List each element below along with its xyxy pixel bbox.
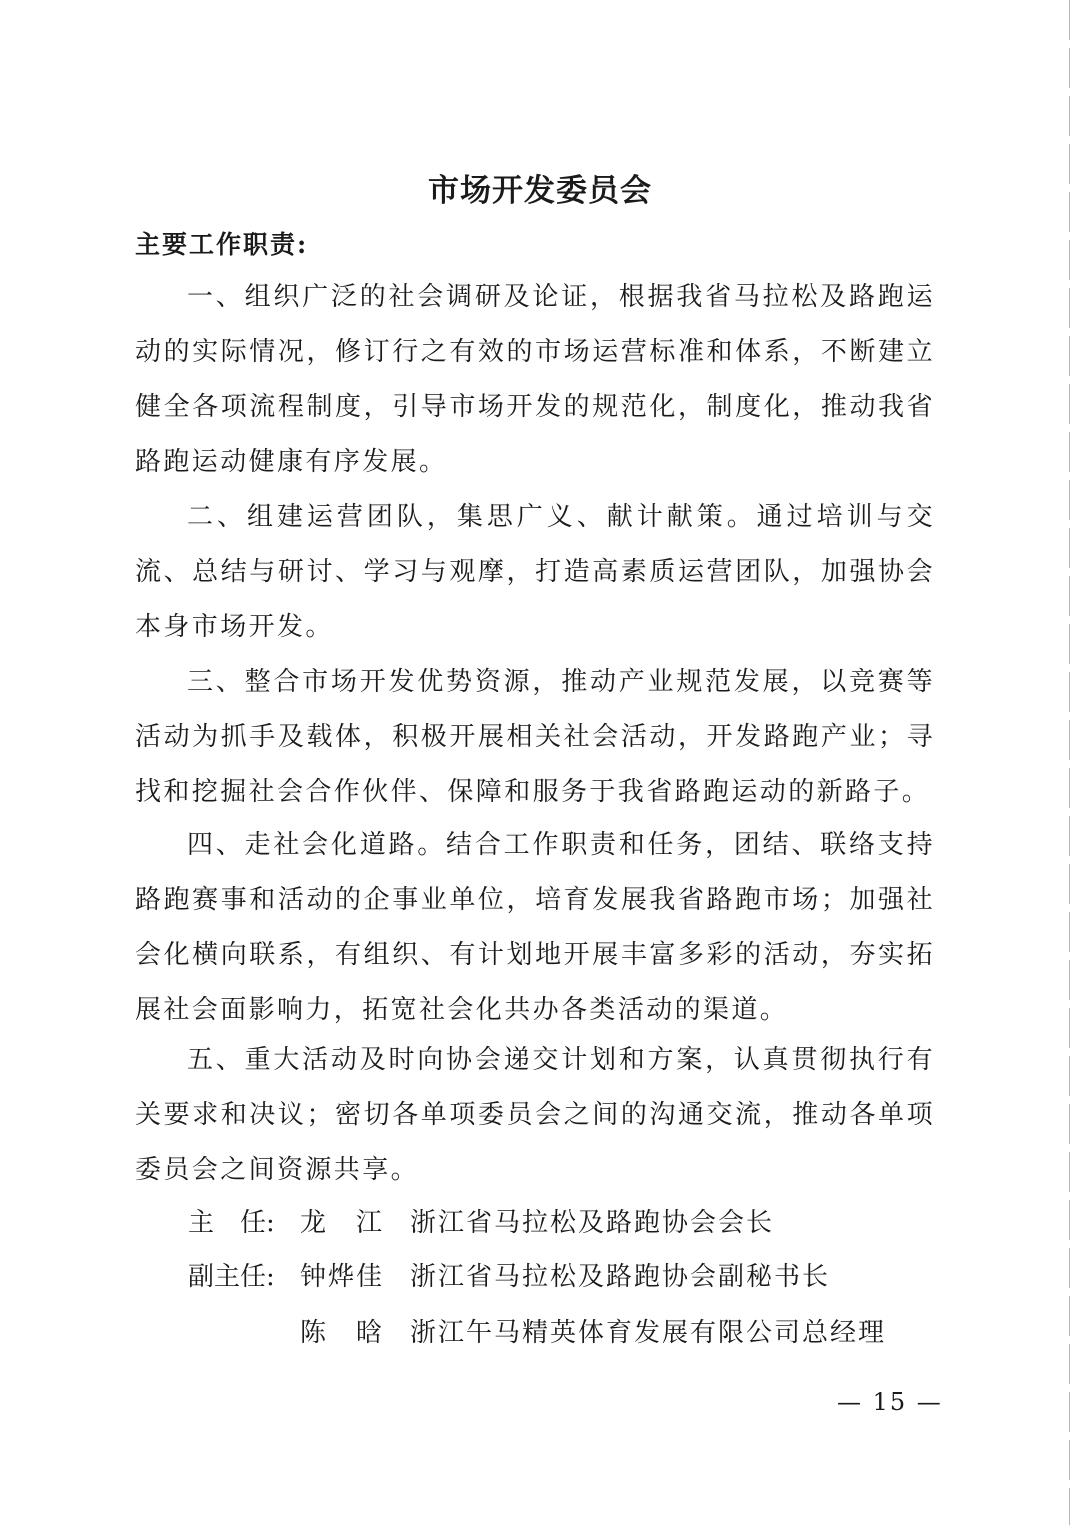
member-org: 浙江省马拉松及路跑协会会长 (410, 1208, 775, 1238)
duty-paragraph-1: 一、组织广泛的社会调研及论证，根据我省马拉松及路跑运动的实际情况，修订行之有效的市场运营标准和体系，不断建立健全各项流程制度，引导市场开发的规范化，制度化，推动我省路跑运动健康有序发展。 (135, 282, 935, 477)
member-role: 副主任: (188, 1262, 275, 1292)
member-role: 主 任: (188, 1208, 275, 1238)
duty-paragraph-3: 三、整合市场开发优势资源，推动产业规范发展，以竞赛等活动为抓手及载体，积极开展相关社会活动，开发路跑产业；寻找和挖掘社会合作伙伴、保障和服务于我省路跑运动的新路子。 (135, 667, 935, 807)
duty-paragraph-5: 五、重大活动及时向协会递交计划和方案，认真贯彻执行有关要求和决议；密切各单项委员会之间的沟通交流，推动各单项委员会之间资源共享。 (135, 1045, 935, 1185)
duty-paragraph-4: 四、走社会化道路。结合工作职责和任务，团结、联络支持路跑赛事和活动的企事业单位，培育发展我省路跑市场；加强社会化横向联系，有组织、有计划地开展丰富多彩的活动，夯实拓展社会面影响力，拓宽社会化共办各类活动的渠道。 (135, 830, 935, 1025)
duty-paragraph-2: 二、组建运营团队，集思广义、献计献策。通过培训与交流、总结与研讨、学习与观摩，打造高素质运营团队，加强协会本身市场开发。 (135, 502, 935, 642)
page-number: — 15 — (837, 1388, 943, 1416)
member-name: 钟烨佳 (300, 1262, 385, 1292)
document-title: 市场开发委员会 (428, 173, 652, 209)
member-name: 龙 江 (300, 1208, 385, 1238)
member-org: 浙江午马精英体育发展有限公司总经理 (410, 1318, 887, 1348)
member-org: 浙江省马拉松及路跑协会副秘书长 (410, 1262, 831, 1292)
member-name: 陈 晗 (300, 1318, 385, 1348)
section-heading: 主要工作职责: (135, 230, 309, 259)
page-edge-line (1069, 0, 1070, 1525)
